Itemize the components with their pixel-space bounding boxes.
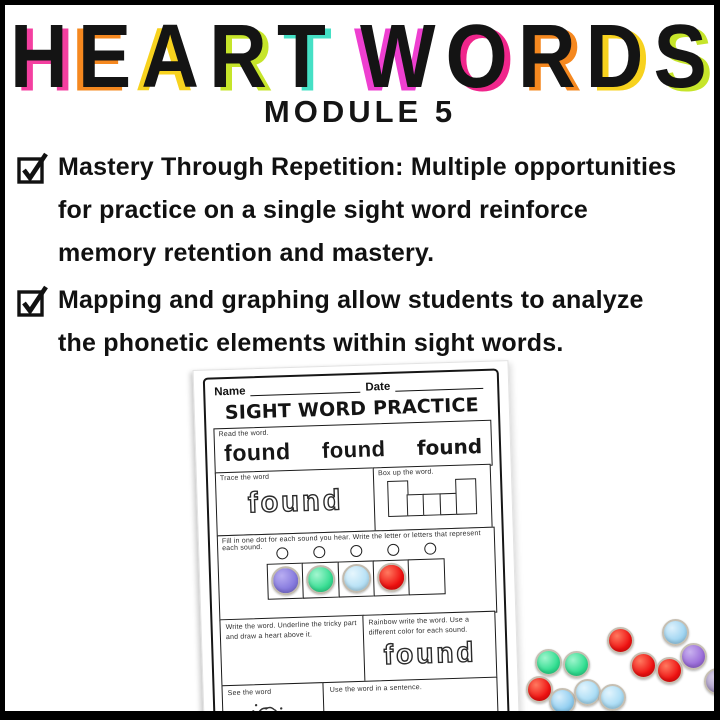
sound-cell (373, 559, 411, 596)
sentence-section (323, 677, 500, 720)
counter-chip (656, 657, 683, 684)
section-label: Rainbow write the word. Use a different color for each sound. (368, 616, 470, 637)
bullet-text (58, 279, 714, 365)
title-letter: W (359, 6, 436, 107)
title-letter: R (209, 6, 267, 107)
counter-chip (599, 684, 626, 711)
worksheet-preview (193, 360, 521, 720)
counter-chip (535, 649, 562, 676)
title-letter: T (276, 6, 326, 107)
worksheet-title: SIGHT WORD PRACTICE (224, 394, 480, 425)
name-blank-line (250, 381, 360, 396)
feature-bullets (16, 146, 714, 365)
read-words (224, 432, 483, 467)
date-label: Date (365, 380, 391, 394)
rainbow-write-section (362, 611, 498, 683)
title-letter: H (10, 6, 68, 107)
bullet-line: memory retention and mastery. (58, 239, 435, 267)
checked-checkbox-icon (16, 284, 50, 318)
write-the-word-section (219, 615, 366, 688)
worksheet-frame (203, 368, 512, 720)
counter-chip (549, 688, 576, 715)
writing-line (331, 713, 492, 719)
section-label: Fill in one dot for each sound you hear. Write the letter or letters that represent each sound. (221, 529, 481, 552)
bullet-line: Mastery Through Repetition: Multiple opportunities (58, 153, 677, 181)
letter-shape-box-tall (455, 479, 477, 516)
title-letter: D (585, 6, 644, 107)
sound-cell (408, 558, 446, 595)
title-letter: E (77, 6, 132, 107)
subtitle: MODULE 5 (263, 94, 457, 129)
counter-chip (630, 652, 657, 679)
sound-cell (267, 562, 305, 599)
sight-word: found (223, 438, 291, 467)
trace-the-word-section (215, 468, 377, 537)
bullet-line: Mapping and graphing allow students to analyze (58, 286, 644, 314)
title-letter: O (445, 6, 508, 107)
date-blank-line (395, 377, 483, 392)
heart-words-title (10, 6, 707, 107)
counter-chip (271, 566, 301, 596)
bullet-line: for practice on a single sight word reinforce (58, 196, 588, 224)
see-the-word-section (221, 682, 326, 720)
title-letter: R (517, 6, 576, 107)
title-letter: A (141, 6, 200, 107)
section-label: Use the word in a sentence. (329, 684, 423, 695)
counter-chip (563, 651, 590, 678)
counter-chip (574, 679, 601, 706)
counter-chip (662, 619, 689, 646)
bullet-item (16, 146, 714, 275)
title-letter: S (653, 6, 707, 107)
bullet-text (58, 146, 714, 275)
sight-word: found (416, 433, 483, 461)
section-label: Write the word. Underline the tricky part and draw a heart above it. (225, 619, 357, 642)
bullet-line: the phonetic elements within sight words. (58, 329, 564, 357)
counter-chip (377, 563, 407, 593)
counter-chip (607, 627, 634, 654)
section-label: Trace the word (219, 474, 270, 483)
checked-checkbox-icon (16, 151, 50, 185)
counter-chip (306, 565, 336, 595)
counter-chip (680, 643, 707, 670)
trace-outline-word: found (247, 484, 344, 520)
sound-cells-row (219, 556, 496, 601)
rainbow-outline-word: found (383, 636, 477, 671)
sight-word: found (321, 436, 386, 464)
title-word-gap (336, 12, 350, 92)
bullet-item (16, 279, 714, 365)
section-label: Box up the word. (377, 468, 434, 478)
sound-cell (337, 560, 375, 597)
sound-mapping-section (217, 526, 498, 621)
section-label: Read the word. (218, 429, 269, 439)
page-title (10, 6, 707, 107)
letter-shape-box-tall (387, 481, 409, 518)
counter-chip (704, 668, 720, 695)
section-label: See the word (227, 688, 272, 698)
name-label: Name (214, 385, 246, 399)
box-up-the-word-section (373, 464, 493, 532)
cheering-kid-illustration (226, 702, 299, 720)
counter-chip (341, 564, 371, 594)
word-shape-boxes (374, 478, 491, 518)
sound-cell (302, 561, 340, 598)
